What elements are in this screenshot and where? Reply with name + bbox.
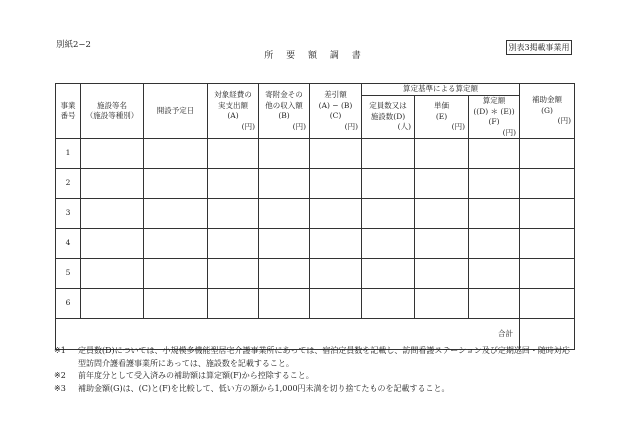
header-expense-l1: 対象経費の	[214, 90, 252, 99]
facility-cell[interactable]	[81, 169, 144, 199]
header-calc-l2: ((D) ＊ (E)) (F)	[473, 106, 515, 126]
facility-cell[interactable]	[81, 289, 144, 319]
donation-cell[interactable]	[259, 139, 310, 169]
header-calc-unit: (円)	[502, 127, 517, 137]
header-diff-unit: (円)	[344, 121, 358, 131]
calc-cell[interactable]	[469, 229, 520, 259]
subsidy-cell[interactable]	[520, 199, 575, 229]
calc-cell[interactable]	[469, 199, 520, 229]
diff-cell[interactable]	[310, 199, 362, 229]
subsidy-cell[interactable]	[520, 289, 575, 319]
facility-cell[interactable]	[81, 139, 144, 169]
header-no-l2: 番号	[60, 111, 76, 120]
note-2	[54, 370, 614, 383]
header-capacity-l1: 定員数又は	[369, 101, 407, 111]
table-row	[56, 259, 575, 289]
diff-cell[interactable]	[310, 289, 362, 319]
table-row	[56, 289, 575, 319]
note-1-line-2: 型訪問介護看護事業所にあっては、施設数を記載すること。	[78, 358, 294, 368]
row-number: 2	[56, 169, 81, 199]
header-expense-l2: 実支出額	[218, 100, 248, 110]
facility-cell[interactable]	[81, 259, 144, 289]
unit-price-cell[interactable]	[415, 259, 469, 289]
calc-cell[interactable]	[469, 169, 520, 199]
capacity-cell[interactable]	[362, 289, 415, 319]
diff-cell[interactable]	[310, 229, 362, 259]
header-standard-group: 算定基準による算定額	[362, 84, 520, 96]
calc-cell[interactable]	[469, 259, 520, 289]
header-diff-l1: 差引額	[324, 90, 347, 99]
donation-cell[interactable]	[259, 169, 310, 199]
note-mark: ※2	[54, 371, 66, 380]
header-no	[56, 84, 81, 139]
header-unit-price-unit: (円)	[451, 122, 465, 132]
row-number: 4	[56, 229, 81, 259]
form-id: 別紙2−2	[56, 40, 91, 50]
row-number: 3	[56, 199, 81, 229]
header-unit-price	[415, 96, 469, 139]
note-2-line-1: 前年度分として受入済みの補助額は算定額(F)から控除すること。	[78, 371, 314, 380]
capacity-cell[interactable]	[362, 229, 415, 259]
schedule-cell[interactable]	[144, 199, 208, 229]
table-row	[56, 169, 575, 199]
schedule-cell[interactable]	[144, 259, 208, 289]
header-diff-l3: (C)	[329, 111, 342, 120]
capacity-cell[interactable]	[362, 199, 415, 229]
note-3-line-1: 補助金額(G)は、(C)と(F)を比較して、低い方の額から1,000円未満を切り捨てたものを記載すること。	[78, 383, 450, 393]
expense-cell[interactable]	[208, 229, 259, 259]
subsidy-cell[interactable]	[520, 169, 575, 199]
header-donation-l1: 寄附金その	[265, 90, 303, 99]
note-mark: ※3	[54, 383, 66, 393]
header-expense-unit: (円)	[241, 121, 255, 131]
donation-cell[interactable]	[259, 229, 310, 259]
expense-cell[interactable]	[208, 259, 259, 289]
note-3	[54, 383, 614, 396]
header-no-l1: 事業	[60, 100, 76, 110]
page-title: 所 要 額 調 書	[264, 51, 366, 61]
diff-cell[interactable]	[310, 169, 362, 199]
schedule-cell[interactable]	[144, 289, 208, 319]
facility-cell[interactable]	[81, 229, 144, 259]
capacity-cell[interactable]	[362, 139, 415, 169]
expense-cell[interactable]	[208, 289, 259, 319]
unit-price-cell[interactable]	[415, 199, 469, 229]
header-capacity-unit: (人)	[397, 122, 411, 132]
expense-cell[interactable]	[208, 169, 259, 199]
table-row	[56, 199, 575, 229]
donation-cell[interactable]	[259, 289, 310, 319]
diff-cell[interactable]	[310, 139, 362, 169]
note-1	[54, 345, 614, 370]
schedule-cell[interactable]	[144, 229, 208, 259]
diff-cell[interactable]	[310, 259, 362, 289]
header-subsidy-unit: (円)	[557, 116, 572, 126]
header-donation	[259, 84, 310, 139]
header-donation-unit: (円)	[292, 121, 306, 131]
note-1-line-1: 定員数(D)については、小規模多機能型居宅介護事業所にあっては、宿泊定員数を記載し、訪問看護ステーション及び定期巡回・随時対応	[78, 346, 570, 355]
header-subsidy-l2: (G)	[541, 105, 553, 115]
row-number: 6	[56, 289, 81, 319]
donation-cell[interactable]	[259, 259, 310, 289]
header-subsidy	[520, 84, 575, 139]
table-row	[56, 229, 575, 259]
header-expense	[208, 84, 259, 139]
note-text	[78, 345, 614, 370]
header-schedule: 開設予定日	[144, 84, 208, 139]
header-unit-price-l2: (E)	[435, 111, 448, 121]
header-subsidy-l1: 補助金額	[532, 95, 563, 105]
facility-cell[interactable]	[81, 199, 144, 229]
header-facility	[81, 84, 144, 139]
notes	[54, 345, 614, 395]
schedule-cell[interactable]	[144, 139, 208, 169]
subsidy-cell[interactable]	[520, 139, 575, 169]
expense-cell[interactable]	[208, 139, 259, 169]
header-diff	[310, 84, 362, 139]
header-diff-l2: (A) − (B)	[318, 100, 353, 110]
capacity-cell[interactable]	[362, 169, 415, 199]
unit-price-cell[interactable]	[415, 169, 469, 199]
header-calc-l1: 算定額	[482, 96, 506, 105]
expense-cell[interactable]	[208, 199, 259, 229]
header-facility-l1: 施設等名	[97, 100, 127, 110]
calc-cell[interactable]	[469, 139, 520, 169]
header-expense-l3: (A)	[227, 111, 239, 120]
header-donation-l3: (B)	[278, 111, 290, 120]
schedule-cell[interactable]	[144, 169, 208, 199]
donation-cell[interactable]	[259, 199, 310, 229]
unit-price-cell[interactable]	[415, 289, 469, 319]
capacity-cell[interactable]	[362, 259, 415, 289]
row-number: 1	[56, 139, 81, 169]
calc-cell[interactable]	[469, 289, 520, 319]
total-label: 合計	[56, 319, 520, 350]
header-donation-l2: 他の収入額	[265, 100, 303, 110]
header-capacity	[362, 96, 415, 139]
row-number: 5	[56, 259, 81, 289]
usage-badge: 別表3掲載事業用	[506, 40, 572, 55]
header-unit-price-l1: 単価	[434, 101, 449, 111]
subsidy-cell[interactable]	[520, 229, 575, 259]
note-mark: ※1	[54, 346, 66, 355]
subsidy-cell[interactable]	[520, 259, 575, 289]
unit-price-cell[interactable]	[415, 229, 469, 259]
unit-price-cell[interactable]	[415, 139, 469, 169]
header-capacity-l2: 施設数(D)	[370, 111, 406, 121]
header-facility-l2: （施設等種別）	[85, 111, 139, 120]
table-row	[56, 139, 575, 169]
budget-table	[55, 83, 575, 350]
header-calc	[469, 96, 520, 139]
